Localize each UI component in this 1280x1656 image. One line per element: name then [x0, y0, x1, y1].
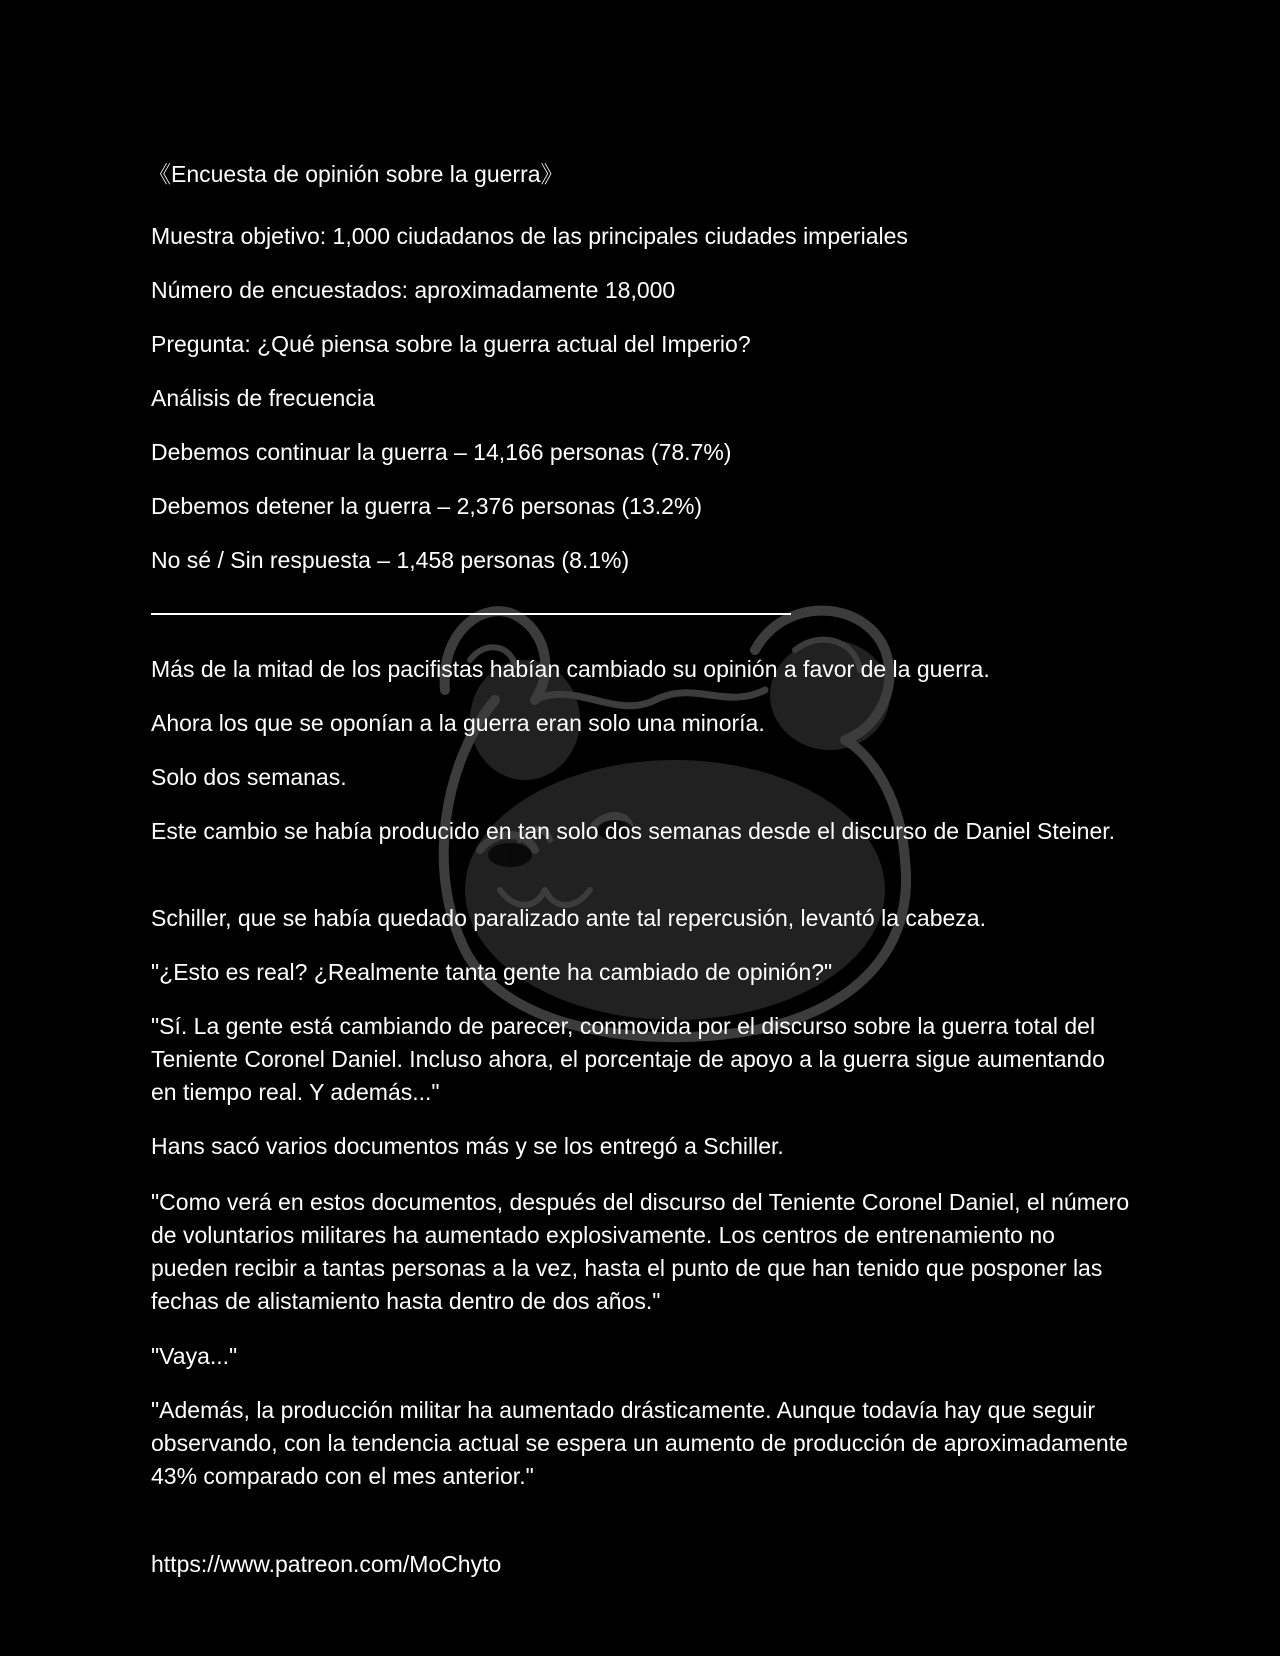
survey-result: Debemos continuar la guerra – 14,166 personas (78.7%) — [151, 439, 732, 465]
story-paragraph: Schiller, que se había quedado paralizado ante tal repercusión, levantó la cabeza. — [151, 905, 986, 931]
survey-result: No sé / Sin respuesta – 1,458 personas (8.1%) — [151, 547, 630, 573]
story-paragraph: "¿Esto es real? ¿Realmente tanta gente ha cambiado de opinión?" — [151, 959, 833, 985]
story-paragraph: Solo dos semanas. — [151, 764, 347, 790]
story-paragraph: Hans sacó varios documentos más y se los entregó a Schiller. — [151, 1133, 784, 1159]
survey-analysis-label: Análisis de frecuencia — [151, 385, 375, 411]
survey-result: Debemos detener la guerra – 2,376 personas (13.2%) — [151, 493, 703, 519]
story-paragraph: "Sí. La gente está cambiando de parecer, conmovida por el discurso sobre la guerra total del Teniente Coronel Daniel. Incluso ahora, el porcentaje de apoyo a la guerra sigue aumentando en tiempo real. Y además..." — [151, 1013, 1105, 1105]
story-paragraph: "Además, la producción militar ha aumentado drásticamente. Aunque todavía hay que seguir observando, con la tendencia actual se espera un aumento de producción de aproximadamente 43% comparado con el mes anterior." — [151, 1397, 1128, 1489]
story-paragraph: "Como verá en estos documentos, después del discurso del Teniente Coronel Daniel, el número de voluntarios militares ha aumentado explosivamente. Los centros de entrenamiento no pueden recibir a tantas personas a la vez, hasta el punto de que han tenido que posponer las fechas de alistamiento hasta dentro de dos años." — [151, 1189, 1130, 1314]
survey-title: 《Encuesta de opinión sobre la guerra》 — [148, 161, 564, 187]
patreon-link[interactable]: https://www.patreon.com/MoChyto — [151, 1551, 502, 1577]
section-divider — [151, 613, 791, 615]
survey-question: Pregunta: ¿Qué piensa sobre la guerra actual del Imperio? — [151, 331, 751, 357]
story-paragraph: Este cambio se había producido en tan solo dos semanas desde el discurso de Daniel Steiner. — [151, 818, 1116, 844]
survey-sample: Muestra objetivo: 1,000 ciudadanos de las principales ciudades imperiales — [151, 223, 908, 249]
story-paragraph: Ahora los que se oponían a la guerra eran solo una minoría. — [151, 710, 765, 736]
story-paragraph: Más de la mitad de los pacifistas habían cambiado su opinión a favor de la guerra. — [151, 656, 990, 682]
survey-respondents: Número de encuestados: aproximadamente 18,000 — [151, 277, 676, 303]
story-paragraph: "Vaya..." — [151, 1343, 238, 1369]
